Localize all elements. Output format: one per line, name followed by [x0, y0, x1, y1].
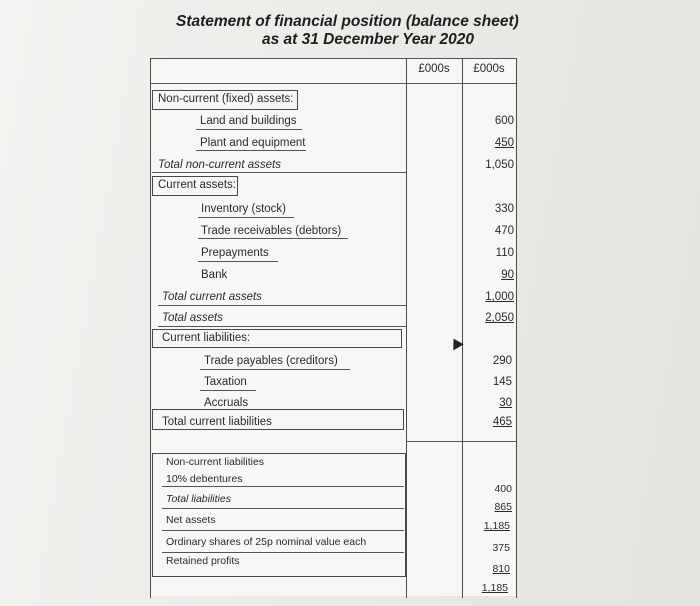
table-row	[166, 532, 516, 553]
row-label: 10% debentures	[166, 473, 243, 485]
row-value: 90	[501, 269, 514, 281]
row-label: Current assets:	[158, 179, 236, 191]
table-row	[201, 243, 516, 264]
row-label: Total assets	[162, 312, 223, 324]
row-label: Non-current (fixed) assets:	[158, 93, 294, 105]
page-title: Statement of financial position (balance sheet)	[176, 13, 519, 30]
table-row	[204, 351, 516, 372]
row-label: Total current assets	[162, 291, 262, 303]
table-row	[200, 111, 516, 132]
row-label: Current liabilities:	[162, 332, 251, 344]
table-border-left	[150, 58, 151, 598]
table-row	[201, 199, 516, 220]
column-header-1: £000s	[418, 63, 450, 75]
header-divider	[150, 83, 516, 84]
row-value: 145	[492, 376, 512, 388]
row-label: Prepayments	[201, 247, 269, 259]
row-value: 865	[494, 501, 512, 513]
row-value: 375	[492, 542, 510, 554]
row-label: Bank	[201, 269, 228, 281]
row-value: 600	[494, 115, 514, 127]
row-label: Total non-current assets	[158, 159, 281, 171]
row-value: 400	[494, 483, 512, 495]
row-value: 1,050	[485, 159, 514, 171]
row-label: Taxation	[204, 376, 247, 388]
table-border-right	[516, 58, 517, 598]
table-row	[162, 412, 516, 433]
table-row	[166, 551, 516, 575]
table-row	[158, 175, 516, 196]
row-label: Total liabilities	[166, 493, 231, 505]
row-value: 810	[492, 563, 510, 575]
table-row	[158, 155, 516, 176]
row-label: Non-current liabilities	[166, 456, 265, 468]
table-row	[166, 469, 516, 495]
row-value: 1,000	[485, 291, 514, 303]
row-value: 1,185	[483, 520, 510, 532]
row-value: 465	[492, 416, 512, 428]
row-label: Ordinary shares of 25p nominal value each	[166, 536, 367, 548]
row-label: Land and buildings	[200, 115, 297, 127]
value-column-divider	[406, 441, 516, 442]
table-row	[162, 308, 516, 329]
row-value: 30	[499, 397, 512, 409]
table-row	[162, 287, 516, 308]
table-top-border	[150, 58, 516, 59]
table-row	[158, 89, 516, 110]
column-header-2: £000s	[473, 63, 505, 75]
row-label: Retained profits	[166, 555, 240, 567]
row-label: Accruals	[204, 397, 249, 409]
row-label: Trade payables (creditors)	[204, 355, 338, 367]
row-value: 110	[495, 247, 514, 259]
table-row	[201, 265, 516, 286]
row-label: Net assets	[166, 514, 216, 526]
table-row	[204, 393, 516, 414]
row-value: 330	[494, 203, 514, 215]
row-label: Plant and equipment	[200, 137, 306, 149]
table-row	[166, 574, 516, 595]
table-row	[162, 328, 516, 349]
row-value: 2,050	[485, 312, 514, 324]
row-label: Total current liabilities	[162, 416, 272, 428]
page-subtitle: as at 31 December Year 2020	[262, 31, 474, 48]
table-row	[204, 372, 516, 393]
table-row	[201, 221, 516, 242]
table-row	[200, 133, 516, 154]
table-row	[166, 510, 516, 531]
row-value: 1,185	[481, 582, 508, 594]
row-value: 470	[494, 225, 514, 237]
row-label: Trade receivables (debtors)	[201, 225, 342, 237]
row-label: Inventory (stock)	[201, 203, 286, 215]
table-row	[166, 489, 516, 513]
row-value: 450	[494, 137, 514, 149]
row-value: 290	[492, 355, 512, 367]
